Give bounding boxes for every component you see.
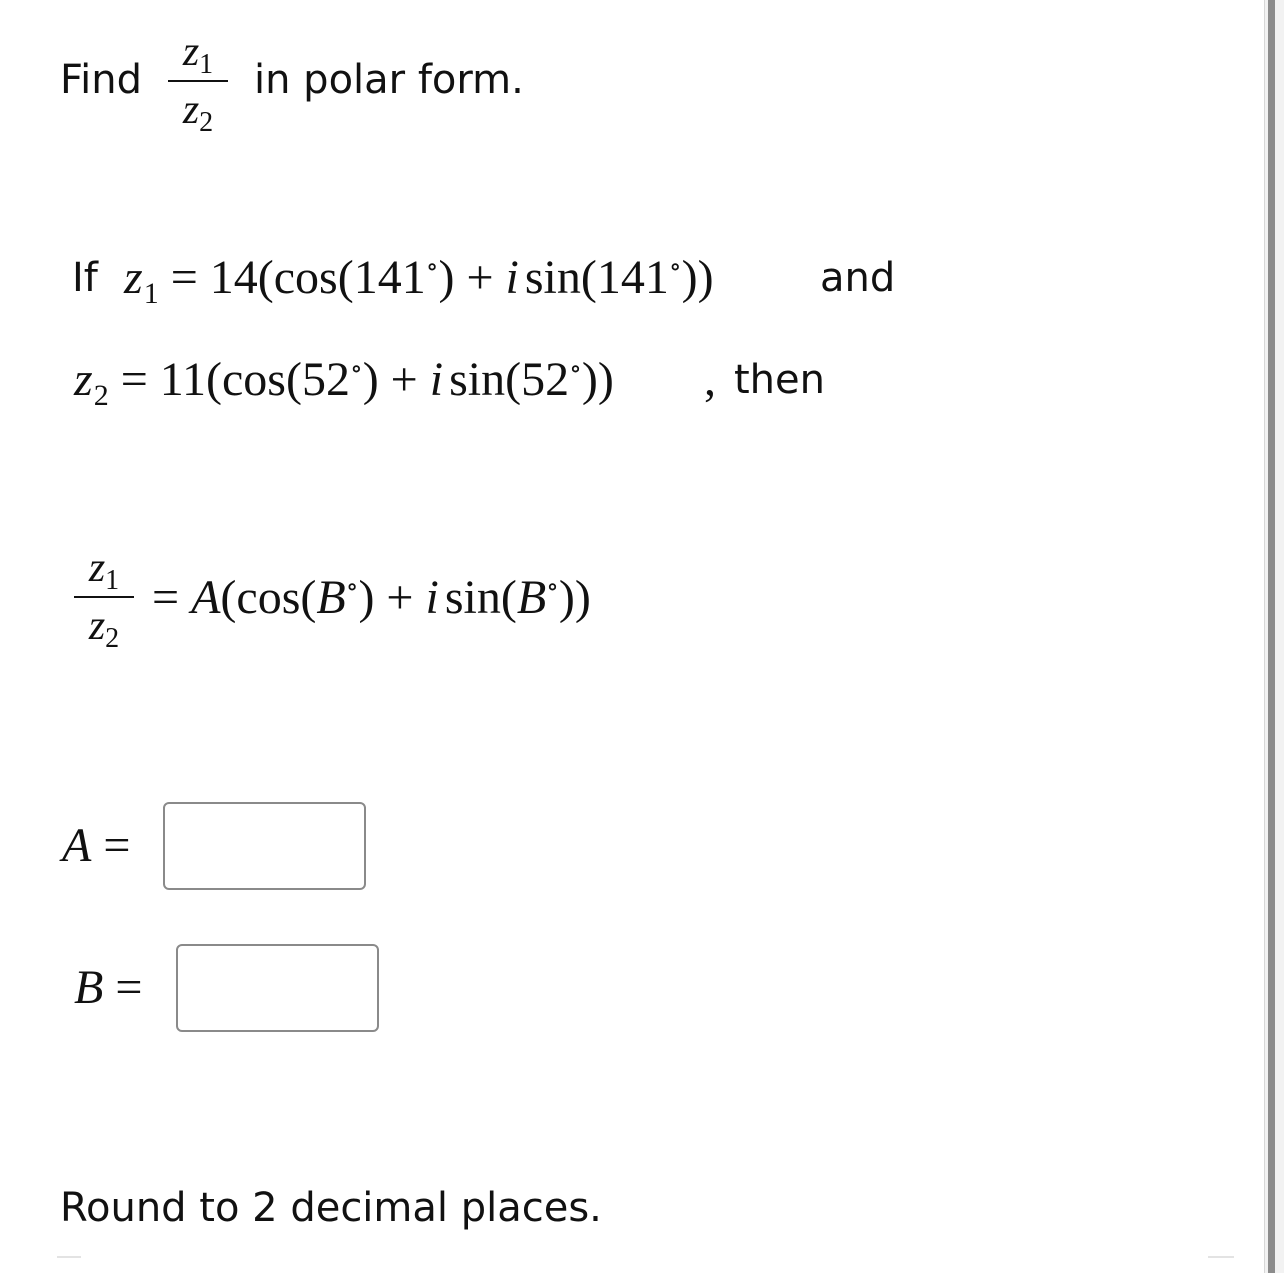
paren: ): [438, 251, 455, 304]
comma: ,: [704, 353, 716, 406]
answer-A-label: [62, 818, 130, 874]
plus-sign: +: [466, 251, 494, 304]
answer-B-input[interactable]: [176, 944, 379, 1032]
answer-A-input[interactable]: [163, 802, 366, 890]
frac-den-var: z: [88, 603, 106, 649]
fraction-z1-over-z2: [168, 28, 228, 138]
z2-equation: [74, 352, 614, 415]
paren: ): [697, 251, 714, 304]
frac-den-var: z: [182, 87, 200, 133]
cos-fn: cos: [236, 571, 301, 624]
result-equation: [140, 570, 591, 633]
result-B: B: [316, 571, 346, 624]
equals-sign: =: [115, 961, 143, 1014]
paren: ): [597, 353, 614, 406]
plus-sign: +: [390, 353, 418, 406]
paren: (: [337, 251, 354, 304]
divider-right: [1208, 1256, 1234, 1258]
paren: ): [362, 353, 379, 406]
cos-fn: cos: [221, 353, 286, 406]
z2-sub: 2: [93, 379, 109, 412]
cos-fn: cos: [273, 251, 338, 304]
z1-angle-sin: 141: [596, 251, 669, 304]
frac-num-var: z: [88, 545, 106, 591]
sin-fn: sin: [449, 353, 506, 406]
paren: ): [681, 251, 698, 304]
find-suffix: in polar form.: [254, 57, 524, 103]
z1-sub: 1: [143, 277, 159, 310]
degree-symbol: ∘: [668, 252, 682, 281]
sin-fn: sin: [524, 251, 581, 304]
find-label: Find: [60, 57, 142, 103]
equals-sign: =: [103, 819, 131, 872]
A-var: A: [62, 819, 92, 872]
paren: (: [300, 571, 317, 624]
fraction-result: [74, 544, 134, 654]
frac-num-var: z: [182, 29, 200, 75]
degree-symbol: ∘: [345, 572, 359, 601]
paren: (: [505, 353, 522, 406]
z1-angle: 141: [353, 251, 426, 304]
imaginary-unit: i: [429, 353, 444, 406]
imaginary-unit: i: [505, 251, 519, 304]
if-label: If: [72, 255, 98, 301]
and-label: and: [820, 255, 896, 301]
frac-num-sub: 1: [199, 49, 214, 80]
paren: (: [500, 571, 517, 624]
z2-angle-sin: 52: [521, 353, 570, 406]
result-A: A: [191, 571, 221, 624]
paren: ): [358, 571, 375, 624]
degree-symbol: ∘: [569, 354, 582, 383]
plus-sign: +: [386, 571, 414, 624]
paren: ): [574, 571, 591, 624]
paren: (: [257, 251, 274, 304]
divider-left: [57, 1256, 81, 1258]
scrollbar-thumb[interactable]: [1268, 0, 1275, 1273]
z1-var: z: [124, 251, 143, 304]
sin-fn: sin: [444, 571, 501, 624]
round-note: Round to 2 decimal places.: [60, 1185, 602, 1231]
imaginary-unit: i: [425, 571, 439, 624]
paren: (: [205, 353, 222, 406]
z1-equation: [124, 250, 714, 313]
degree-symbol: ∘: [546, 572, 559, 601]
frac-den-sub: 2: [199, 107, 214, 138]
degree-symbol: ∘: [425, 252, 439, 281]
frac-num-sub: 1: [105, 565, 120, 596]
fraction-bar: [168, 80, 228, 82]
degree-symbol: ∘: [349, 354, 363, 383]
z2-var: z: [74, 353, 93, 406]
B-var: B: [74, 961, 104, 1014]
paren: (: [580, 251, 597, 304]
z2-angle: 52: [301, 353, 350, 406]
z1-modulus: 14: [209, 251, 258, 304]
result-B-sin: B: [516, 571, 547, 624]
paren: ): [581, 353, 598, 406]
paren: (: [220, 571, 237, 624]
equals-sign: =: [152, 571, 180, 624]
fraction-bar: [74, 596, 134, 598]
then-label: then: [734, 357, 825, 403]
answer-B-label: [74, 960, 142, 1016]
frac-den-sub: 2: [105, 623, 120, 654]
equals-sign: =: [120, 353, 148, 406]
z2-modulus: 11: [159, 353, 206, 406]
equals-sign: =: [170, 251, 198, 304]
paren: ): [558, 571, 575, 624]
paren: (: [285, 353, 302, 406]
